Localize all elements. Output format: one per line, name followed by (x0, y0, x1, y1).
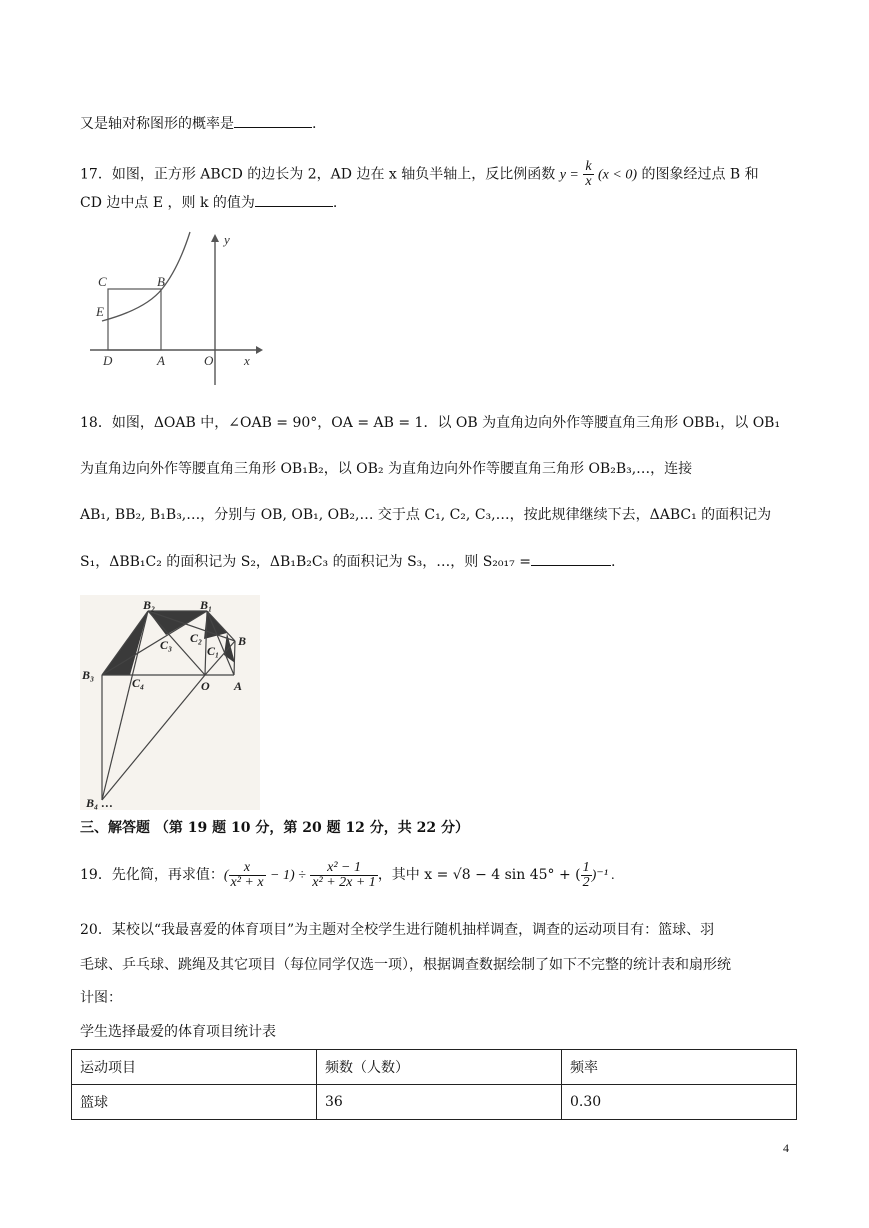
label-y: y (224, 232, 230, 247)
label-a: A (157, 353, 165, 368)
q18-figure (80, 595, 260, 810)
q19-fraction-2 (310, 861, 378, 890)
table-title: 学生选择最爱的体育项目统计表 (80, 1024, 276, 1040)
q18-line-2 (80, 459, 692, 479)
label-e: E (96, 304, 104, 319)
section-3-heading: 三、解答题 （第 19 题 10 分，第 20 题 12 分，共 22 分） (80, 820, 470, 836)
q17-condition: (x < 0) (598, 167, 637, 183)
label-d: D (103, 353, 113, 368)
q18-text-4: S₁，ΔBB₁C₂ 的面积记为 S₂，ΔB₁B₂C₃ 的面积记为 S₃，…，则 S₂₀₁₇ = (80, 554, 531, 570)
q19-fraction-1 (229, 861, 266, 890)
q17-function-lhs: y = (559, 167, 579, 183)
table-cell: 篮球 (72, 1085, 317, 1120)
q18-text-1: 18．如图，ΔOAB 中，∠OAB = 90°，OA = AB = 1．以 OB 为直角边向外作等腰直角三角形 OBB₁，以 OB₁ (80, 415, 781, 431)
table-header-cell: 运动项目 (72, 1050, 317, 1085)
label-x: x (244, 353, 250, 368)
q18-text-3: AB₁, BB₂, B₁B₃,…，分别与 OB, OB₁, OB₂,… 交于点 C₁, C₂, C₃,…，按此规律继续下去，ΔABC₁ 的面积记为 (80, 507, 772, 523)
label-b1: B₁ (200, 598, 213, 612)
q20-line-3 (80, 988, 122, 1008)
fraction-numerator: 1 (582, 859, 590, 875)
q17-text: 17．如图，正方形 ABCD 的边长为 2，AD 边在 x 轴负半轴上，反比例函数 (80, 166, 556, 183)
table-row (72, 1085, 797, 1120)
previous-question-tail: 又是轴对称图形的概率是 . (80, 113, 316, 134)
q19-prefix: 19．先化简，再求值： (80, 867, 224, 883)
label-a: A (234, 679, 243, 693)
answer-blank (234, 113, 312, 128)
stats-table (71, 1049, 797, 1120)
q17-figure (88, 228, 263, 388)
table-header-cell: 频数（人数） (317, 1050, 562, 1085)
label-o: O (204, 353, 214, 368)
label-b: B (157, 274, 165, 289)
label-c3: C₃ (160, 638, 173, 652)
label-b2: B₂ (143, 598, 156, 612)
label-o: O (201, 679, 210, 693)
fraction-denominator: x² + 2x + 1 (312, 874, 376, 890)
label-c2: C₂ (190, 631, 203, 645)
q20-text-3: 计图： (80, 990, 122, 1006)
label-b: B (238, 634, 247, 648)
q20-line-2 (80, 955, 731, 975)
fraction-numerator: x (229, 861, 266, 876)
label-b4: B₄ … (86, 796, 114, 810)
q18-line-4: S₁，ΔBB₁C₂ 的面积记为 S₂，ΔB₁B₂C₃ 的面积记为 S₃，…，则 S₂₀₁₇ = . (80, 551, 615, 572)
table-cell: 36 (317, 1085, 562, 1120)
q17-line-2: CD 边中点 E ，则 k 的值为 . (80, 192, 337, 213)
q19-middle: − 1) ÷ (270, 868, 306, 883)
q17-text-2: CD 边中点 E ，则 k 的值为 (80, 195, 255, 211)
page-number: 4 (783, 1141, 789, 1155)
fraction-numerator: x² − 1 (310, 861, 378, 876)
label-b3: B₃ (82, 668, 95, 682)
q18-line-3 (80, 505, 771, 525)
hyperbola-curve (102, 232, 190, 321)
fraction-denominator: x (585, 174, 592, 189)
q19-tail: ，其中 x = √8 − 4 sin 45° + ( (377, 867, 581, 883)
table-header-cell: 频率 (562, 1050, 797, 1085)
fraction-denominator: x² + x (230, 874, 264, 890)
x-axis-arrow (256, 346, 263, 354)
answer-blank (531, 551, 611, 566)
q20-text-1: 20．某校以“我最喜爱的体育项目”为主题对全校学生进行随机抽样调查，调查的运动项目有：篮球、羽 (80, 922, 715, 938)
q18-line-1 (80, 413, 780, 433)
previous-question-text: 又是轴对称图形的概率是 (80, 116, 234, 132)
label-c4: C₄ (132, 676, 145, 690)
q20-text-2: 毛球、乒乓球、跳绳及其它项目（每位同学仅选一项），根据调查数据绘制了如下不完整的统计表和扇形统 (80, 957, 731, 973)
answer-blank (255, 192, 333, 207)
q19-line: 19．先化简，再求值：( $\frac{x}{\text{x² + x}}$ − 1) ÷ $\frac{\text{x² − 1}}{\text{x² + 2x + 1}}$ ，其中 x = √8 − 4 sin 45° + ( $\frac{1}{2}$ )⁻¹ . (80, 859, 615, 890)
fraction-numerator: k (585, 159, 592, 174)
q17-text-end: 的图象经过点 B 和 (641, 166, 759, 183)
label-c1: C₁ (207, 644, 220, 658)
table-cell: 0.30 (562, 1085, 797, 1120)
y-axis-arrow (211, 234, 219, 242)
q19-end: )⁻¹ . (591, 868, 615, 883)
q18-text-2: 为直角边向外作等腰直角三角形 OB₁B₂，以 OB₂ 为直角边向外作等腰直角三角形 OB₂B₃,…，连接 (80, 461, 693, 477)
q20-line-1 (80, 920, 714, 940)
q17-line-1 (80, 160, 759, 189)
fraction-denominator: 2 (582, 874, 590, 890)
q19-fraction-3 (581, 861, 592, 890)
label-c: C (98, 274, 107, 289)
table-header-row (72, 1050, 797, 1085)
q17-fraction (583, 160, 593, 189)
